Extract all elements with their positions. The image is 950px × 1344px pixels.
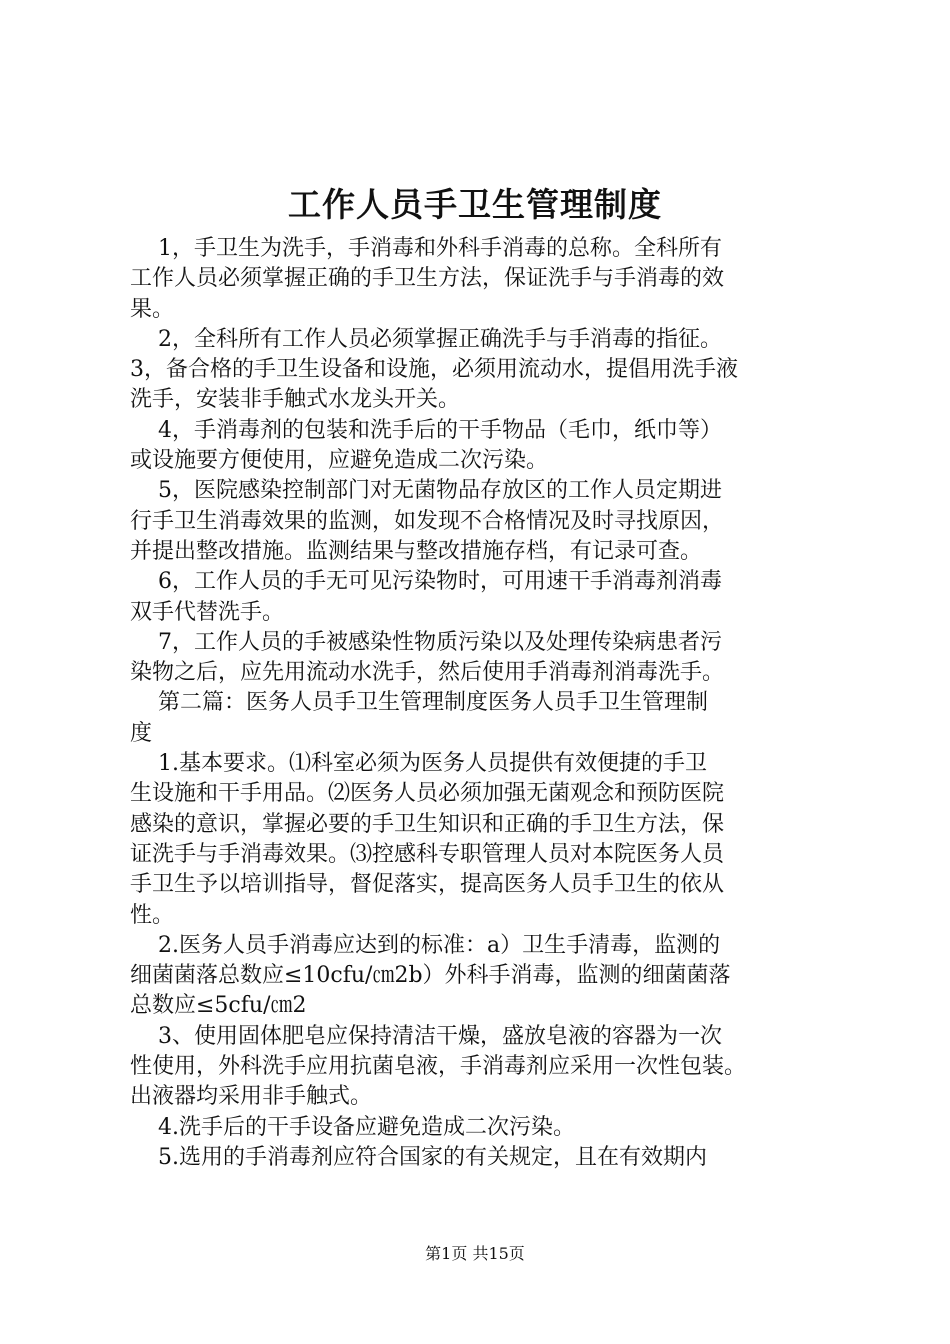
body-line: 1.基本要求。⑴科室必须为医务人员提供有效便捷的手卫 [130,751,707,777]
body-line: 4，手消毒剂的包装和洗手后的干手物品（毛巾，纸巾等） [130,417,722,443]
body-line: 性使用，外科洗手应用抗菌皂液，手消毒剂应采用一次性包装。 [130,1054,747,1080]
body-line: 总数应≤5cfu/㎝2 [130,993,307,1019]
body-line: 3，备合格的手卫生设备和设施，必须用流动水，提倡用洗手液 [130,357,738,383]
body-line: 手卫生予以培训指导，督促落实，提高医务人员手卫生的依从 [130,872,725,898]
body-line: 2，全科所有工作人员必须掌握正确洗手与手消毒的指征。 [130,326,722,352]
body-line: 3、使用固体肥皂应保持清洁干燥，盛放皂液的容器为一次 [130,1023,722,1049]
body-line: 5，医院感染控制部门对无菌物品存放区的工作人员定期进 [130,478,722,504]
page-title: 工作人员手卫生管理制度 [288,185,662,224]
body-line: 1，手卫生为洗手，手消毒和外科手消毒的总称。全科所有 [130,236,722,261]
body-line: 5.选用的手消毒剂应符合国家的有关规定，且在有效期内 [130,1144,707,1170]
body-line: 细菌菌落总数应≤10cfu/㎝2b）外科手消毒，监测的细菌菌落 [130,963,731,989]
body-line: 感染的意识，掌握必要的手卫生知识和正确的手卫生方法，保 [130,811,725,837]
body-line: 生设施和干手用品。⑵医务人员必须加强无菌观念和预防医院 [130,781,725,807]
body-line: 行手卫生消毒效果的监测，如发现不合格情况及时寻找原因， [130,508,725,534]
body-line: 并提出整改措施。监测结果与整改措施存档，有记录可查。 [130,538,703,564]
body-line: 工作人员必须掌握正确的手卫生方法，保证洗手与手消毒的效 [130,266,725,292]
body-line: 4.洗手后的干手设备应避免造成二次污染。 [130,1114,575,1140]
body-line: 或设施要方便使用，应避免造成二次污染。 [130,448,549,474]
body-line: 双手代替洗手。 [130,599,285,625]
body-line: 果。 [130,296,175,322]
body-line: 度 [130,720,153,746]
body-line: 洗手，安装非手触式水龙头开关。 [130,387,461,413]
body-line: 7，工作人员的手被感染性物质污染以及处理传染病患者污 [130,629,722,655]
body-line: 6，工作人员的手无可见污染物时，可用速干手消毒剂消毒 [130,569,722,595]
body-line: 证洗手与手消毒效果。⑶控感科专职管理人员对本院医务人员 [130,841,725,867]
body-line: 出液器均采用非手触式。 [130,1084,373,1110]
body-line: 性。 [130,902,175,928]
body-line: 2.医务人员手消毒应达到的标准：a）卫生手清毒，监测的 [130,932,721,958]
body-line: 染物之后，应先用流动水洗手，然后使用手消毒剂消毒洗手。 [130,660,725,686]
page-number-footer: 第1页 共15页 [425,1244,525,1263]
document-body [130,234,830,1173]
body-line: 第二篇：医务人员手卫生管理制度医务人员手卫生管理制 [130,690,708,716]
